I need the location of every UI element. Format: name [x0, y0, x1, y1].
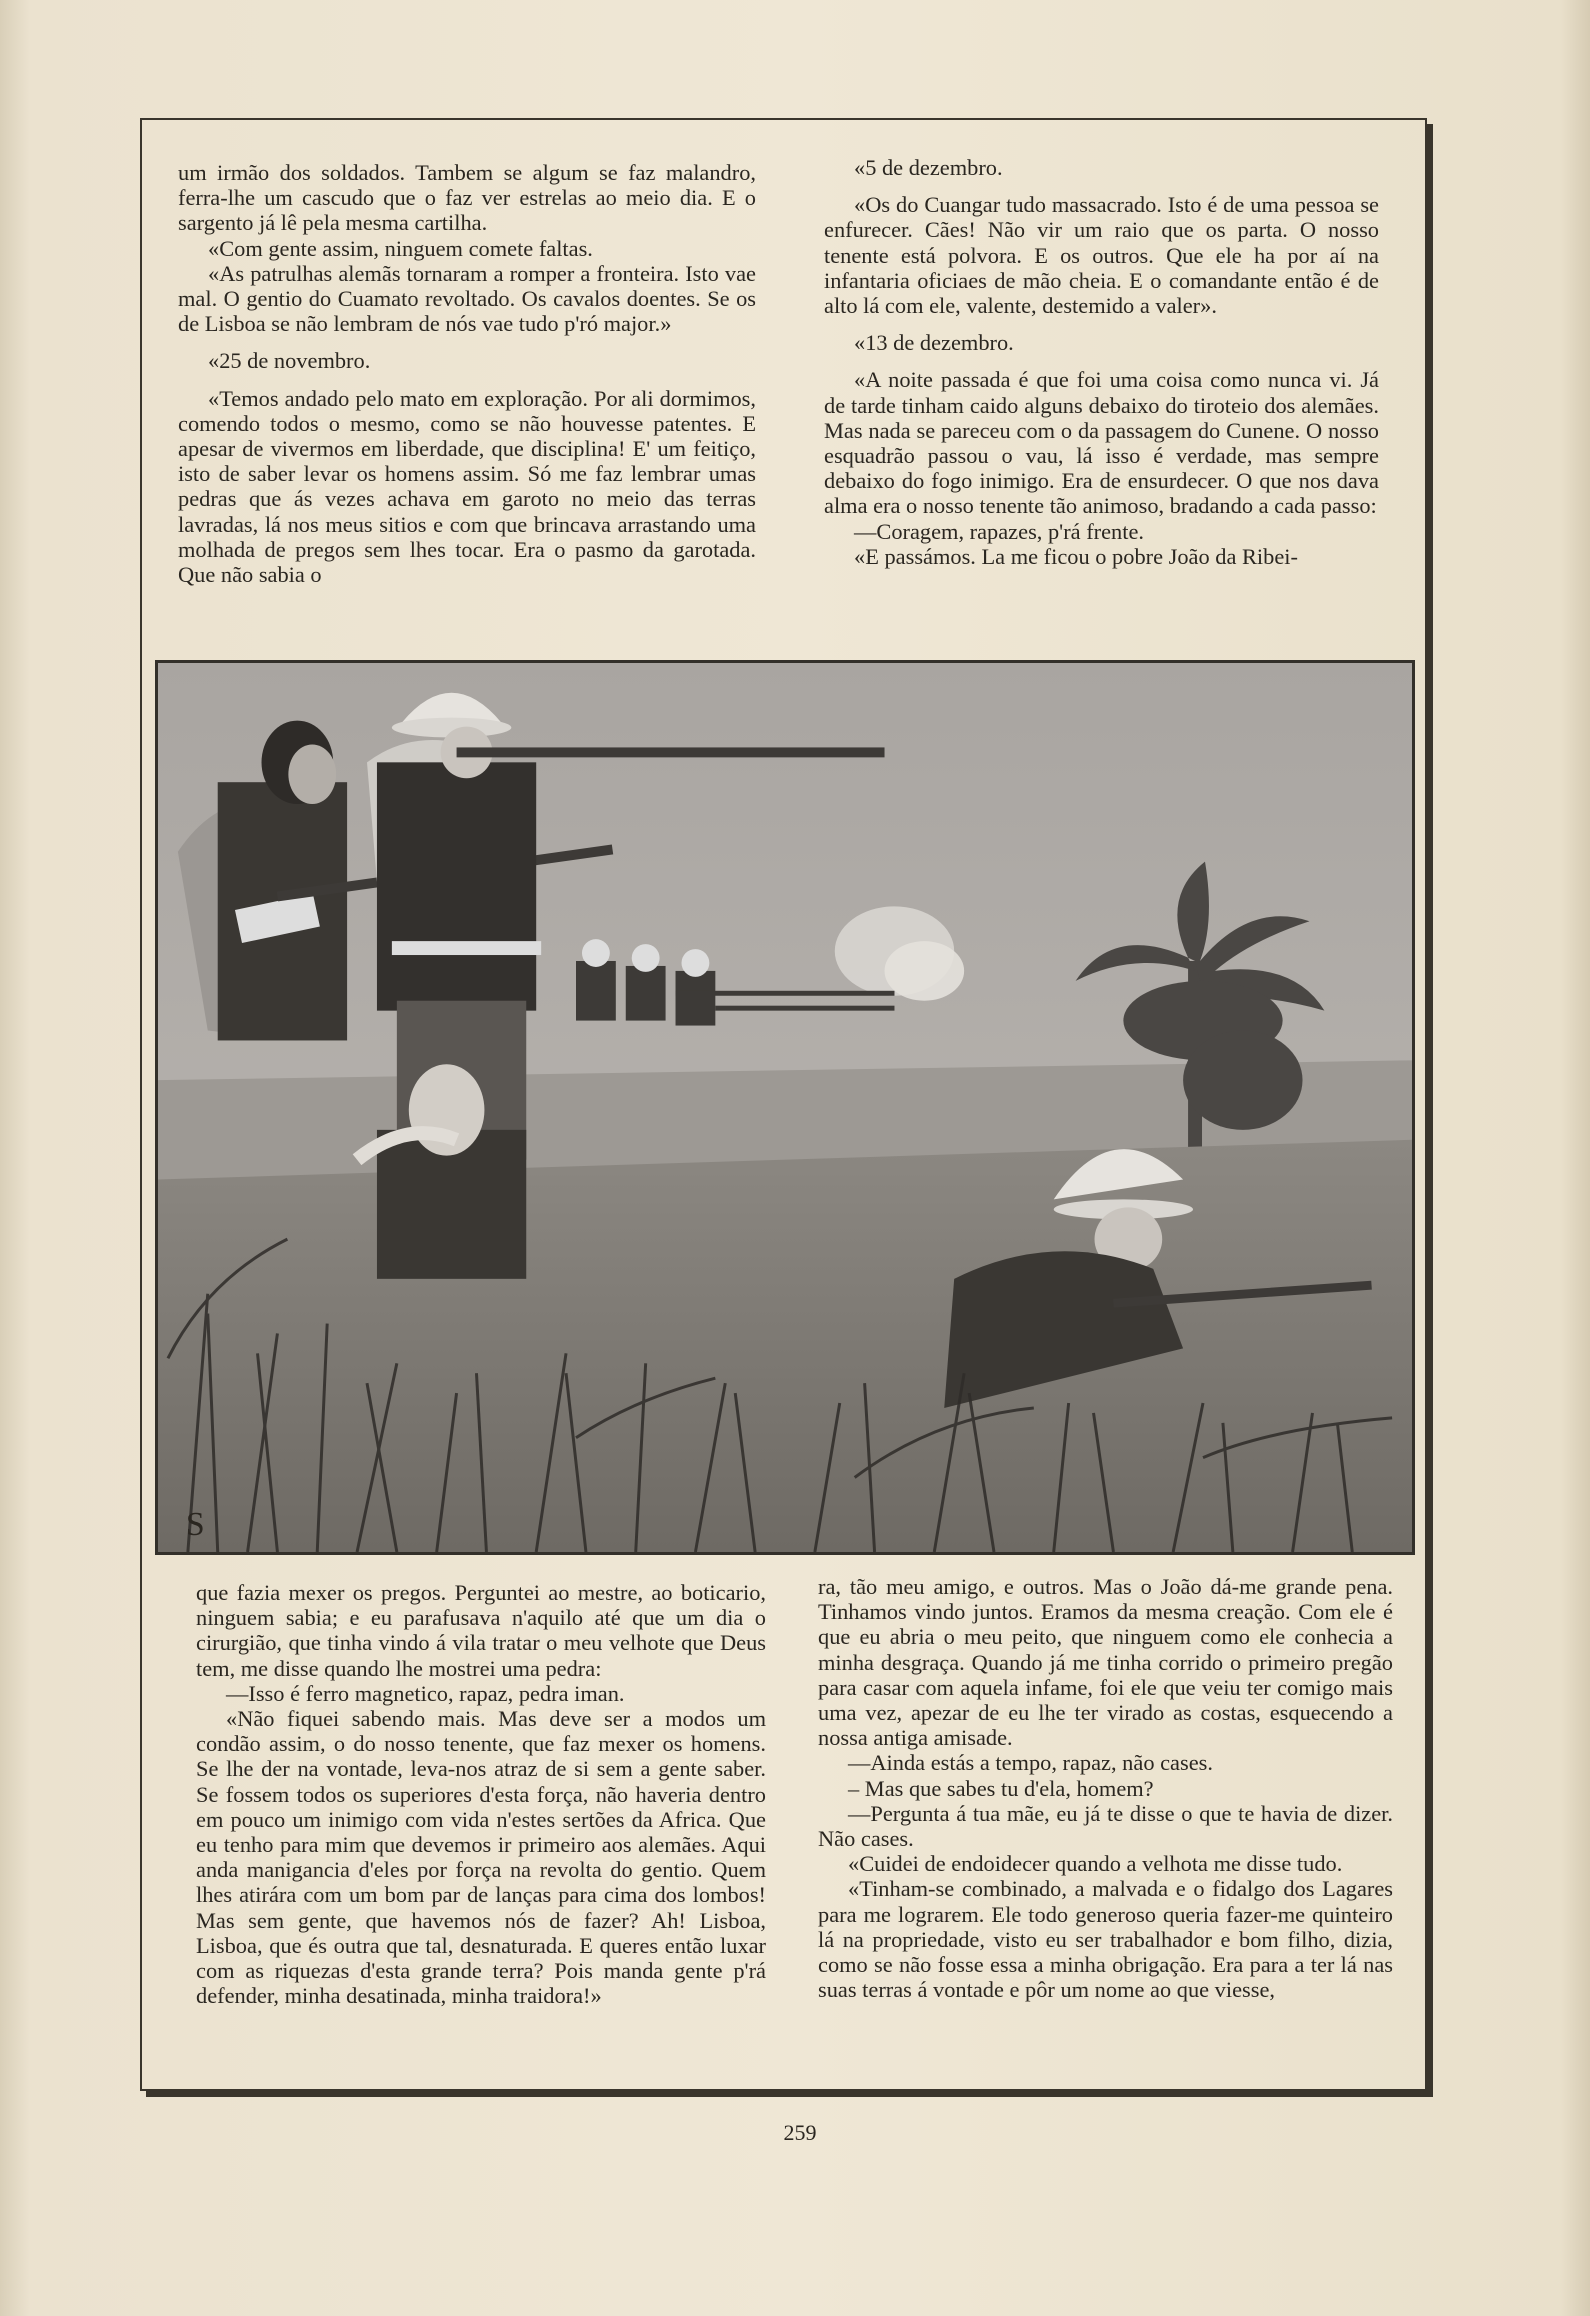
paragraph: um irmão dos soldados. Tambem se algum se faz malandro, ferra-lhe um cascudo que o faz ver estrelas ao meio dia. E o sargento já lê pela mesma cartilha.: [178, 160, 756, 236]
paragraph: «Temos andado pelo mato em exploração. Por ali dormimos, comendo todos o mesmo, como se não houvesse patentes. E apesar de vivermos em liberdade, que disciplina! E' um feitiço, isto de saber levar os homens assim. Só me faz lembrar umas pedras que ás vezes achava em garoto no meio das terras lavradas, lá nos meus sitios e com que brincava arrastando uma molhada de pregos sem lhes tocar. Era o pasmo da garotada. Que não sabia o: [178, 385, 756, 588]
paragraph: ra, tão meu amigo, e outros. Mas o João dá-me grande pena. Tinhamos vindo juntos. Eramos da mesma creação. Com ele é que eu abria o meu peito, que ninguem como ele conhecia a minha desgraça. Quando já me tinha corrido o primeiro pregão para casar com aquela infame, foi ele que veiu ter comigo mais uma vez, apezar de eu lhe ter virado as costas, esquecendo a nossa antiga amisade.: [818, 1574, 1393, 1751]
page-number: 259: [783, 2120, 817, 2145]
battle-illustration: [155, 660, 1415, 1555]
column-bottom-right: [818, 1574, 1393, 2084]
paragraph: que fazia mexer os pregos. Perguntei ao mestre, ao boticario, ninguem sabia; e eu parafusava n'aquilo até que um dia o cirurgião, que tinha vindo á vila tratar o meu velhote que Deus tem, me disse quando lhe mostrei uma pedra:: [196, 1580, 766, 1681]
paragraph: «Não fiquei sabendo mais. Mas deve ser a modos um condão assim, o do nosso tenente, que faz mexer os homens. Se lhe der na vontade, leva-nos atraz de si sem a gente saber. Se fossem todos os superiores d'esta força, não haveria dentro em pouco um inimigo com vida n'estes sertões da Africa. Que eu tenho para mim que devemos ir primeiro aos alemães. Aqui anda manigancia d'eles por força na revolta do gentio. Quem lhes atirára com um bom par de lanças para cima dos lombos! Mas sem gente, que havemos nós de fazer? Ah! Lisboa, Lisboa, que és outra que tal, desnaturada. E queres então luxar com as riquezas d'esta grande terra? Pois manda gente p'rá defender, minha desatinada, minha traidora!»: [196, 1706, 766, 2009]
paragraph: —Ainda estás a tempo, rapaz, não cases.: [848, 1750, 1213, 1776]
column-top-right: [824, 155, 1379, 635]
paragraph: «Cuidei de endoidecer quando a velhota me disse tudo.: [848, 1851, 1343, 1877]
soldiers-firing-drawing: [158, 663, 1412, 1552]
paragraph: «Os do Cuangar tudo massacrado. Isto é de uma pessoa se enfurecer. Cães! Não vir um raio que os parta. O nosso tenente está polvora. E os outros. Que ele ha por aí na infantaria oficiaes de mão cheia. E o comandante então é de alto lá com ele, valente, destemido a valer».: [824, 192, 1379, 319]
paragraph: «As patrulhas alemãs tornaram a romper a fronteira. Isto vae mal. O gentio do Cuamato revoltado. Os cavalos doentes. Se os de Lisboa se não lembram de nós vae tudo p'ró major.»: [178, 260, 756, 337]
paragraph: «13 de dezembro.: [854, 330, 1014, 356]
paragraph: «Com gente assim, ninguem comete faltas.: [208, 235, 593, 261]
paragraph: «E passámos. La me ficou o pobre João da Ribei-: [854, 543, 1298, 569]
artist-signature: S: [185, 1506, 205, 1544]
column-top-left: [178, 160, 756, 638]
paragraph: «Tinham-se combinado, a malvada e o fidalgo dos Lagares para me lograrem. Ele todo generoso queria fazer-me quinteiro lá na propriedade, visto eu ser trabalhador e bom filho, dizia, como se não fosse essa a minha obrigação. Era para a ter lá nas suas terras á vontade e pôr um nome ao que viesse,: [818, 1876, 1393, 2003]
column-bottom-left: [196, 1580, 766, 2085]
paragraph: «5 de dezembro.: [854, 155, 1003, 180]
paragraph: —Pergunta á tua mãe, eu já te disse o que te havia de dizer. Não cases.: [818, 1800, 1393, 1852]
paragraph: —Isso é ferro magnetico, rapaz, pedra iman.: [226, 1680, 625, 1706]
paragraph: – Mas que sabes tu d'ela, homem?: [848, 1775, 1154, 1801]
paragraph: «25 de novembro.: [208, 348, 371, 374]
paragraph: —Coragem, rapazes, p'rá frente.: [854, 518, 1144, 544]
paragraph: «A noite passada é que foi uma coisa como nunca vi. Já de tarde tinham caido alguns debaixo do tiroteio dos alemães. Mas nada se pareceu com o da passagem do Cunene. O nosso esquadrão passou o vau, lá isso é verdade, mas sempre debaixo do fogo inimigo. Era de ensurdecer. O que nos dava alma era o nosso tenente tão animoso, bradando a cada passo:: [824, 367, 1379, 519]
